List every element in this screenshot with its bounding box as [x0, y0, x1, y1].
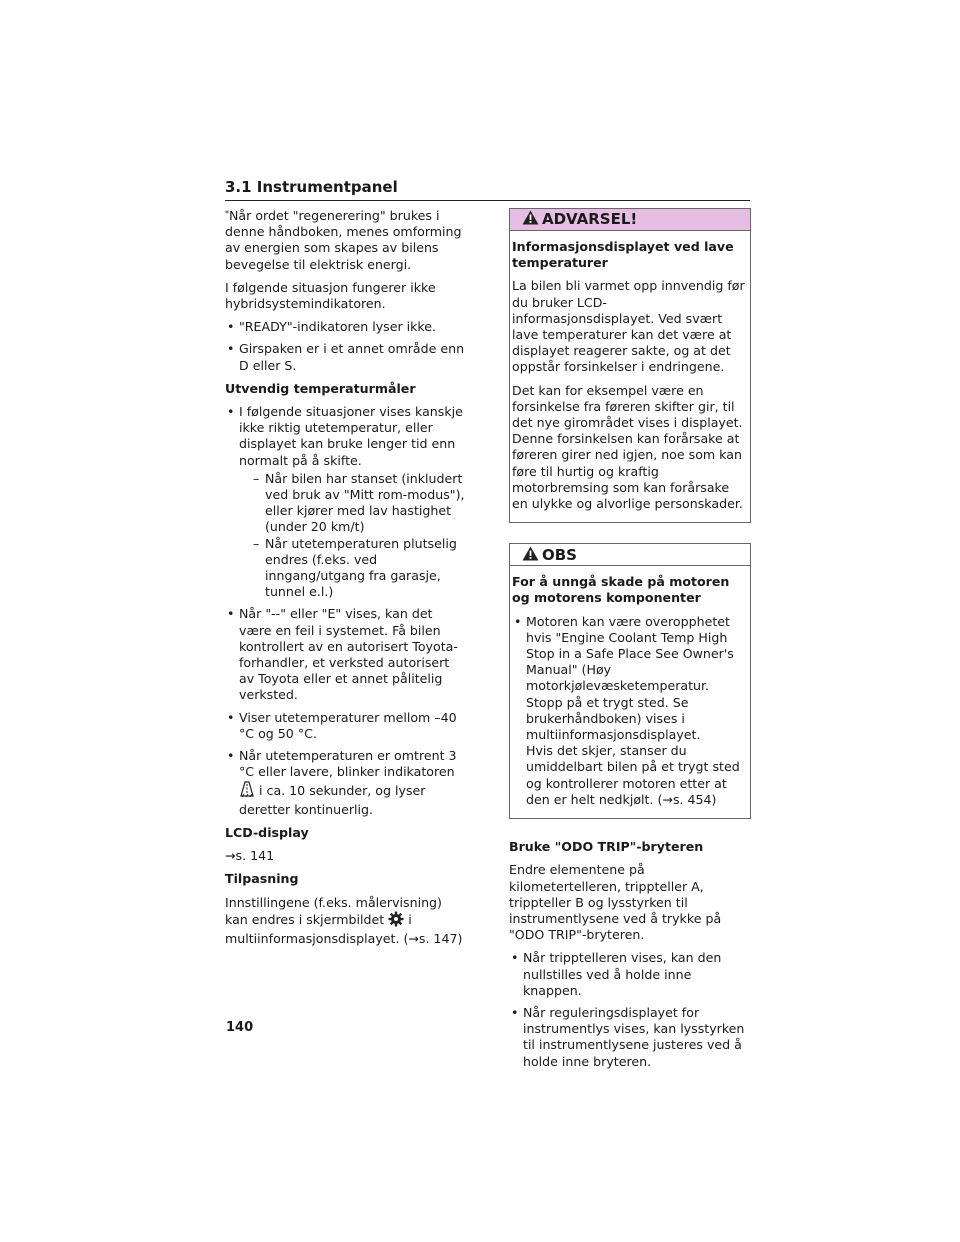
lcd-reference: →s. 141: [225, 848, 275, 864]
list-item: • Girspaken er i et annet område enn D eller S.: [225, 341, 467, 373]
odo-list: [509, 950, 751, 1069]
warning-triangle-icon: [522, 546, 539, 564]
lcd-heading: LCD-display: [225, 824, 309, 840]
temp-heading: Utvendig temperaturmåler: [225, 380, 416, 396]
hybrid-list: [225, 319, 467, 374]
list-item: • Når utetemperaturen er omtrent 3 °C eller lavere, blinker indikatoren i ca. 10 sekunder, og lyser deretter kontinuerlig.: [225, 748, 467, 818]
notice-list: [512, 614, 748, 808]
warning-triangle-icon: [522, 210, 539, 228]
list-item: • Når reguleringsdisplayet for instrumentlys vises, kan lysstyrken til instrumentlysene justeres ved å holde inne bryteren.: [509, 1005, 751, 1070]
sublist-item: – Når bilen har stanset (inkludert ved bruk av "Mitt rom-modus"), eller kjører med lav hastighet (under 20 km/t): [239, 471, 467, 536]
warning-paragraph: La bilen bli varmet opp innvendig før du bruker LCD-informasjonsdisplayet. Ved svært lave temperaturer kan det være at displayet reagerer sakte, og at det oppstår forsinkelser i endringene.: [512, 278, 745, 375]
odo-heading: Bruke "ODO TRIP"-bryteren: [509, 839, 704, 855]
gear-icon: [388, 911, 404, 931]
tilpasning-text: Innstillingene (f.eks. målervisning) kan endres i skjermbildet i multiinformasjonsdisplayet. (→s. 147): [225, 894, 463, 946]
footnote: *Når ordet "regenerering" brukes i denne håndboken, menes omforming av energien som skapes av bilens bevegelse til elektrisk energi.: [225, 208, 462, 272]
sublist-item: – Når utetemperaturen plutselig endres (f.eks. ved inngang/utgang fra garasje, tunnel e.l.): [239, 536, 467, 601]
warning-box: [509, 208, 751, 523]
list-item: • Når "--" eller "E" vises, kan det være en feil i systemet. Få bilen kontrollert av en autorisert Toyota-forhandler, et verksted autorisert av Toyota eller et annet pålitelig verksted.: [225, 606, 467, 703]
notice-body: [510, 566, 750, 818]
temp-sublist: [239, 471, 467, 601]
hybrid-intro: I følgende situasjon fungerer ikke hybridsystemindikatoren.: [225, 279, 436, 312]
notice-box: [509, 543, 751, 819]
list-item: • Motoren kan være overopphetet hvis "Engine Coolant Temp High Stop in a Safe Place See Owner's Manual" (Høy motorkjølevæsketemperatur. Stopp på et trygt sted. Se brukerhåndboken) vises i multiinformasjonsdisplayet. Hvis det skjer, stanser du umiddelbart bilen på et trygt sted og kontrollerer motoren etter at den er helt nedkjølt. (→s. 454): [512, 614, 748, 808]
warning-paragraph: Det kan for eksempel være en forsinkelse fra føreren skifter gir, til det nye girområdet vises i displayet. Denne forsinkelsen kan forårsake at føreren girer ned igjen, noe som kan føre til hurtig og kraftig motorbremsing som kan forårsake en ulykke og alvorlige personskader.: [512, 382, 743, 512]
left-column: [225, 208, 467, 954]
ice-road-warning-icon: [239, 781, 255, 802]
notice-title: OBS: [542, 545, 577, 564]
warning-heading: Informasjonsdisplayet ved lave temperaturer: [512, 239, 734, 271]
notice-header: [510, 544, 750, 566]
footnote-mark: *: [225, 209, 229, 218]
list-item: • I følgende situasjoner vises kanskje ikke riktig utetemperatur, eller displayet kan bruke lenger tid enn normalt på å skifte. – Når bilen har stanset (inkludert ved bruk av "Mitt rom-modus"), eller kjører med lav hastighet (under 20 km/t) – Når utetemperaturen plutselig endres (f.eks. ved inngang/utgang fra garasje, tunnel e.l.): [225, 404, 467, 600]
section-title: 3.1 Instrumentpanel: [225, 178, 750, 201]
warning-title: ADVARSEL!: [542, 210, 638, 229]
list-item: • Når tripptelleren vises, kan den nullstilles ved å holde inne knappen.: [509, 950, 751, 999]
warning-header: [510, 209, 750, 231]
right-column: [509, 208, 751, 1077]
temp-list: [225, 404, 467, 818]
page-number: 140: [226, 1020, 254, 1035]
list-item: • "READY"-indikatoren lyser ikke.: [225, 319, 467, 335]
list-item: • Viser utetemperaturer mellom –40 °C og 50 °C.: [225, 710, 467, 742]
warning-body: [510, 231, 750, 522]
tilpasning-heading: Tilpasning: [225, 871, 299, 887]
odo-intro: Endre elementene på kilometertelleren, trippteller A, trippteller B og lysstyrken til instrumentlysene ved å trykke på "ODO TRIP"-bryteren.: [509, 862, 722, 943]
notice-heading: For å unngå skade på motoren og motorens komponenter: [512, 574, 730, 606]
